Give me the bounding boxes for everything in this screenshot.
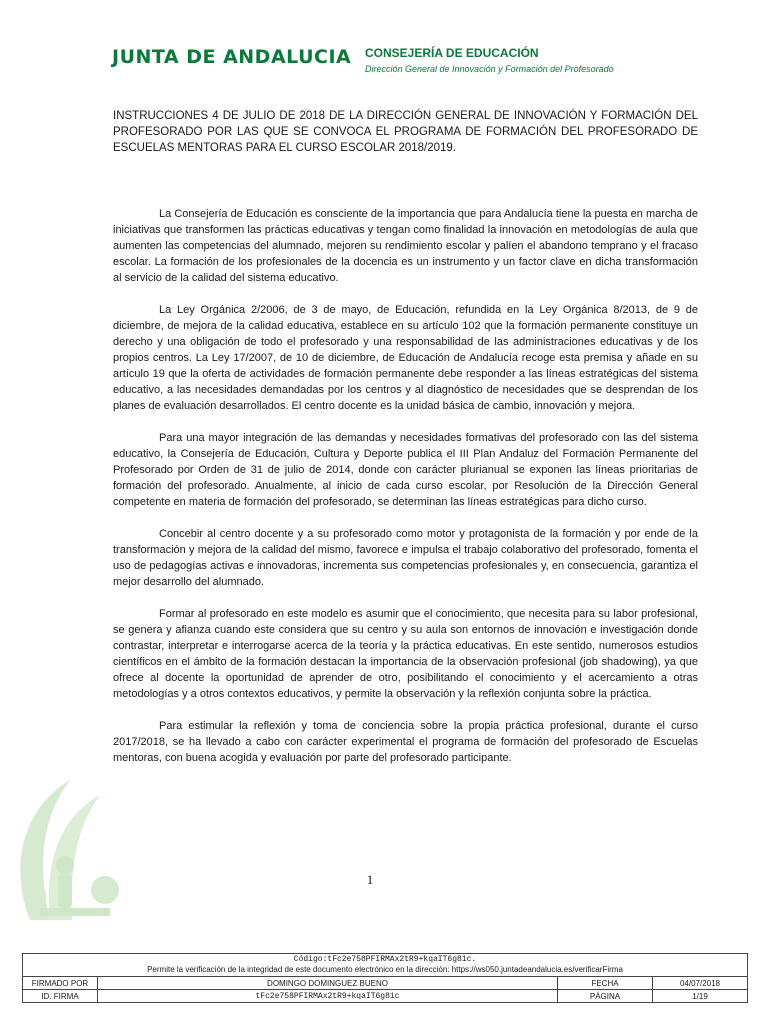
paragraph: Para estimular la reflexión y toma de conciencia sobre la propia práctica profesional, durante el curso 2017/2018, se ha llevado a cabo con carácter experimental el programa de formación del profesorado de Escuelas mentoras, con buena acogida y evaluación por parte del profesorado participante. bbox=[113, 720, 698, 764]
pagina-value: 1/19 bbox=[653, 990, 748, 1003]
firmado-label: FIRMADO POR bbox=[23, 977, 98, 990]
verification-code: Código:tFc2e758PFIRMAx2tR9+kqaIT6g81c. bbox=[293, 955, 477, 964]
paragraph: La Ley Orgánica 2/2006, de 3 de mayo, de Educación, refundida en la Ley Orgánica 8/2013, de 9 de diciembre, de mejora de la calidad educativa, establece en su artículo 102 que la formación permanente constituye un derecho y una obligación de todo el profesorado y una responsabilidad de las administraciones educativas y de los propios centros. La Ley 17/2007, de 10 de diciembre, de Educación de Andalucía recoge esta premisa y añade en su artículo 19 que la oferta de actividades de formación permanente debe responder a las líneas estratégicas del sistema educativo, a las necesidades demandadas por los centros y al diagnóstico de necesidades que se desprendan de los planes de evaluación desarrollados. El centro docente es la unidad básica de cambio, innovación y mejora. bbox=[113, 304, 698, 412]
id-label: ID. FIRMA bbox=[23, 990, 98, 1003]
paragraph: Para una mayor integración de las demandas y necesidades formativas del profesorado con las del sistema educativo, la Consejería de Educación, Cultura y Deporte publica el III Plan Andaluz del Formación Permanente del Profesorado por Orden de 31 de julio de 2014, donde con carácter plurianual se exponen las líneas prioritarias de formación del profesorado. Anualmente, al inicio de cada curso escolar, por Resolución de la Dirección General competente en materia de formación del profesorado, se determinan las líneas estratégicas para dicho curso. bbox=[113, 432, 698, 508]
signature-table bbox=[22, 976, 748, 1003]
firmado-value: DOMINGO DOMINGUEZ BUENO bbox=[98, 977, 558, 990]
verification-url[interactable]: Permite la verificación de la integridad de este documento electrónico en la dirección: https://ws050.juntadeandalucia.es/verificarFirma bbox=[147, 965, 623, 974]
paragraph: Concebir al centro docente y a su profesorado como motor y protagonista de la formación y por ende de la transformación y mejora de la calidad del mismo, favorece e impulsa el trabajo colaborativo del profesorado, fomenta el uso de pedagogías activas e innovadoras, incrementa sus competencias profesionales y, en consecuencia, garantiza el mejor desarrollo del alumnado. bbox=[113, 528, 698, 588]
paragraph: Formar al profesorado en este modelo es asumir que el conocimiento, que necesita para su labor profesional, se genera y afianza cuando este considera que su centro y su aula son entornos de innovación e investigación donde contrastar, interpretar e interrogarse acerca de la teoría y la práctica educativas. En este sentido, numerosos estudios científicos en el ámbito de la formación destacan la importancia de la observación profesional (job shadowing), ya que ofrece al docente la oportunidad de aprender de otro, posibilitando el conocimiento y el acercamiento a otras metodologías y a otros contextos educativos, y permite la observación y la reflexión conjunta sobre la práctica. bbox=[113, 608, 698, 700]
fecha-value: 04/07/2018 bbox=[653, 977, 748, 990]
page-number: 1 bbox=[366, 872, 374, 887]
table-row bbox=[23, 977, 748, 990]
signature-footer bbox=[22, 953, 748, 1003]
pagina-label: PÁGINA bbox=[558, 990, 653, 1003]
fecha-label: FECHA bbox=[558, 977, 653, 990]
verification-box bbox=[22, 953, 748, 976]
paragraph: La Consejería de Educación es consciente de la importancia que para Andalucía tiene la puesta en marcha de iniciativas que transformen las prácticas educativas y tengan como finalidad la innovación en metodologías de aula que aumenten las competencias del alumnado, mejoren su rendimiento escolar y palíen el abandono temprano y el fracaso escolar. La formación de los profesionales de la docencia es un instrumento y un factor clave en dicha transformación al servicio de la calidad del sistema educativo. bbox=[113, 208, 698, 284]
document-title: INSTRUCCIONES 4 DE JULIO DE 2018 DE LA DIRECCIÓN GENERAL DE INNOVACIÓN Y FORMACIÓN DEL PROFESORADO POR LAS QUE SE CONVOCA EL PROGRAMA DE FORMACIÓN DEL PROFESORADO DE ESCUELAS MENTORAS PARA EL CURSO ESCOLAR 2018/2019. bbox=[113, 110, 698, 154]
department-name: CONSEJERÍA DE EDUCACIÓN bbox=[365, 46, 539, 60]
id-value: tFc2e758PFIRMAx2tR9+kqaIT6g81c bbox=[98, 990, 558, 1003]
subdepartment-name: Dirección General de Innovación y Formación del Profesorado bbox=[365, 64, 614, 74]
logo: JUNTA DE ANDALUCIA bbox=[112, 46, 352, 68]
document-body bbox=[113, 206, 698, 782]
table-row bbox=[23, 990, 748, 1003]
andalucia-seal-watermark bbox=[10, 770, 140, 930]
